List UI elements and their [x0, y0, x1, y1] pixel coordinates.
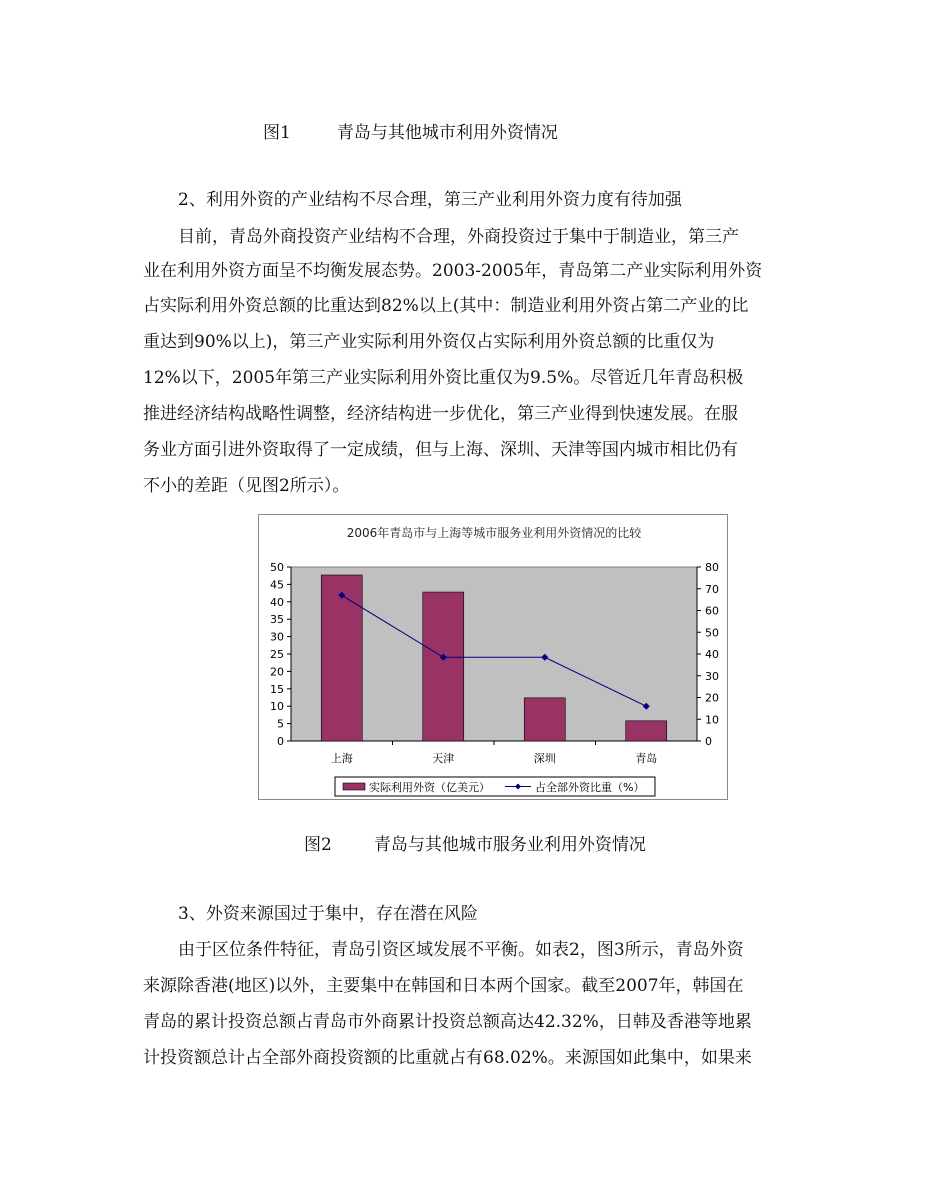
- section2-line: 占实际利用外资总额的比重达到82%以上(其中：制造业利用外资占第二产业的比: [143, 296, 749, 316]
- x-axis-category-label: 深圳: [533, 752, 556, 765]
- section2-line: 不小的差距（见图2所示）。: [143, 476, 350, 496]
- right-axis-tick-label: 30: [705, 669, 719, 683]
- section3-heading: 3、外资来源国过于集中，存在潜在风险: [178, 904, 478, 924]
- x-axis-category-label: 青岛: [635, 752, 658, 765]
- left-axis-tick-label: 50: [270, 561, 284, 574]
- section3-line: 来源除香港(地区)以外，主要集中在韩国和日本两个国家。截至2007年，韩国在: [143, 976, 744, 996]
- left-axis-tick-label: 40: [270, 595, 284, 609]
- section2-line: 务业方面引进外资取得了一定成绩，但与上海、深圳、天津等国内城市相比仍有: [143, 440, 738, 460]
- chart-plot-area: [270, 561, 719, 796]
- bar-深圳: [524, 698, 565, 741]
- figure1-title: 青岛与其他城市利用外资情况: [336, 123, 558, 143]
- section3-line: 由于区位条件特征，青岛引资区域发展不平衡。如表2，图3所示，青岛外资: [178, 940, 744, 960]
- bar-天津: [423, 592, 464, 741]
- left-axis-tick-label: 10: [270, 700, 284, 714]
- section2-line: 重达到90%以上)，第三产业实际利用外资仅占实际利用外资总额的比重仅为: [143, 332, 715, 352]
- left-axis-tick-label: 20: [270, 665, 284, 679]
- section2-line: 业在利用外资方面呈不均衡发展态势。2003-2005年，青岛第二产业实际利用外资: [143, 261, 763, 281]
- legend-bar-label: 实际利用外资（亿美元）: [369, 781, 490, 794]
- x-axis-category-label: 天津: [432, 752, 455, 765]
- service-fdi-chart: [258, 514, 728, 800]
- section2-line: 推进经济结构战略性调整，经济结构进一步优化，第三产业得到快速发展。在服: [143, 404, 738, 424]
- section2-line: 目前，青岛外商投资产业结构不合理，外商投资过于集中于制造业，第三产: [178, 227, 739, 247]
- right-axis-tick-label: 20: [705, 691, 719, 705]
- chart-svg: [259, 515, 729, 801]
- right-axis-tick-label: 80: [705, 561, 719, 574]
- section3-line: 计投资额总计占全部外商投资额的比重就占有68.02%。来源国如此集中，如果来: [143, 1048, 752, 1068]
- right-axis-tick-label: 50: [705, 626, 719, 640]
- legend-bar-swatch: [343, 783, 365, 790]
- left-axis-tick-label: 30: [270, 630, 284, 644]
- section3-line: 青岛的累计投资总额占青岛市外商累计投资总额高达42.32%，日韩及香港等地累: [143, 1012, 752, 1032]
- left-axis-tick-label: 25: [270, 648, 284, 661]
- right-axis-tick-label: 40: [705, 648, 719, 661]
- left-axis-tick-label: 0: [277, 735, 284, 748]
- right-axis-tick-label: 70: [705, 582, 719, 596]
- figure1-caption: [263, 118, 558, 143]
- left-axis-tick-label: 5: [277, 717, 284, 731]
- bar-上海: [321, 575, 362, 741]
- right-axis-tick-label: 0: [705, 735, 712, 748]
- figure2-caption: [304, 830, 646, 855]
- left-axis-tick-label: 35: [270, 613, 284, 627]
- chart-title: 2006年青岛市与上海等城市服务业利用外资情况的比较: [346, 526, 642, 540]
- section2-line: 12%以下，2005年第三产业实际利用外资比重仅为9.5%。尽管近几年青岛积极: [143, 368, 744, 388]
- right-axis-tick-label: 60: [705, 604, 719, 618]
- section2-heading: 2、利用外资的产业结构不尽合理，第三产业利用外资力度有待加强: [178, 190, 682, 210]
- right-axis-tick-label: 10: [705, 713, 719, 727]
- left-axis-tick-label: 15: [270, 682, 284, 696]
- left-axis-tick-label: 45: [270, 578, 284, 592]
- legend-line-label: 占全部外资比重（%）: [535, 781, 645, 794]
- x-axis-category-label: 上海: [330, 752, 353, 765]
- figure2-label: 图2: [304, 835, 332, 855]
- figure1-label: 图1: [263, 123, 291, 143]
- figure2-title: 青岛与其他城市服务业利用外资情况: [373, 835, 646, 855]
- bar-青岛: [626, 721, 667, 741]
